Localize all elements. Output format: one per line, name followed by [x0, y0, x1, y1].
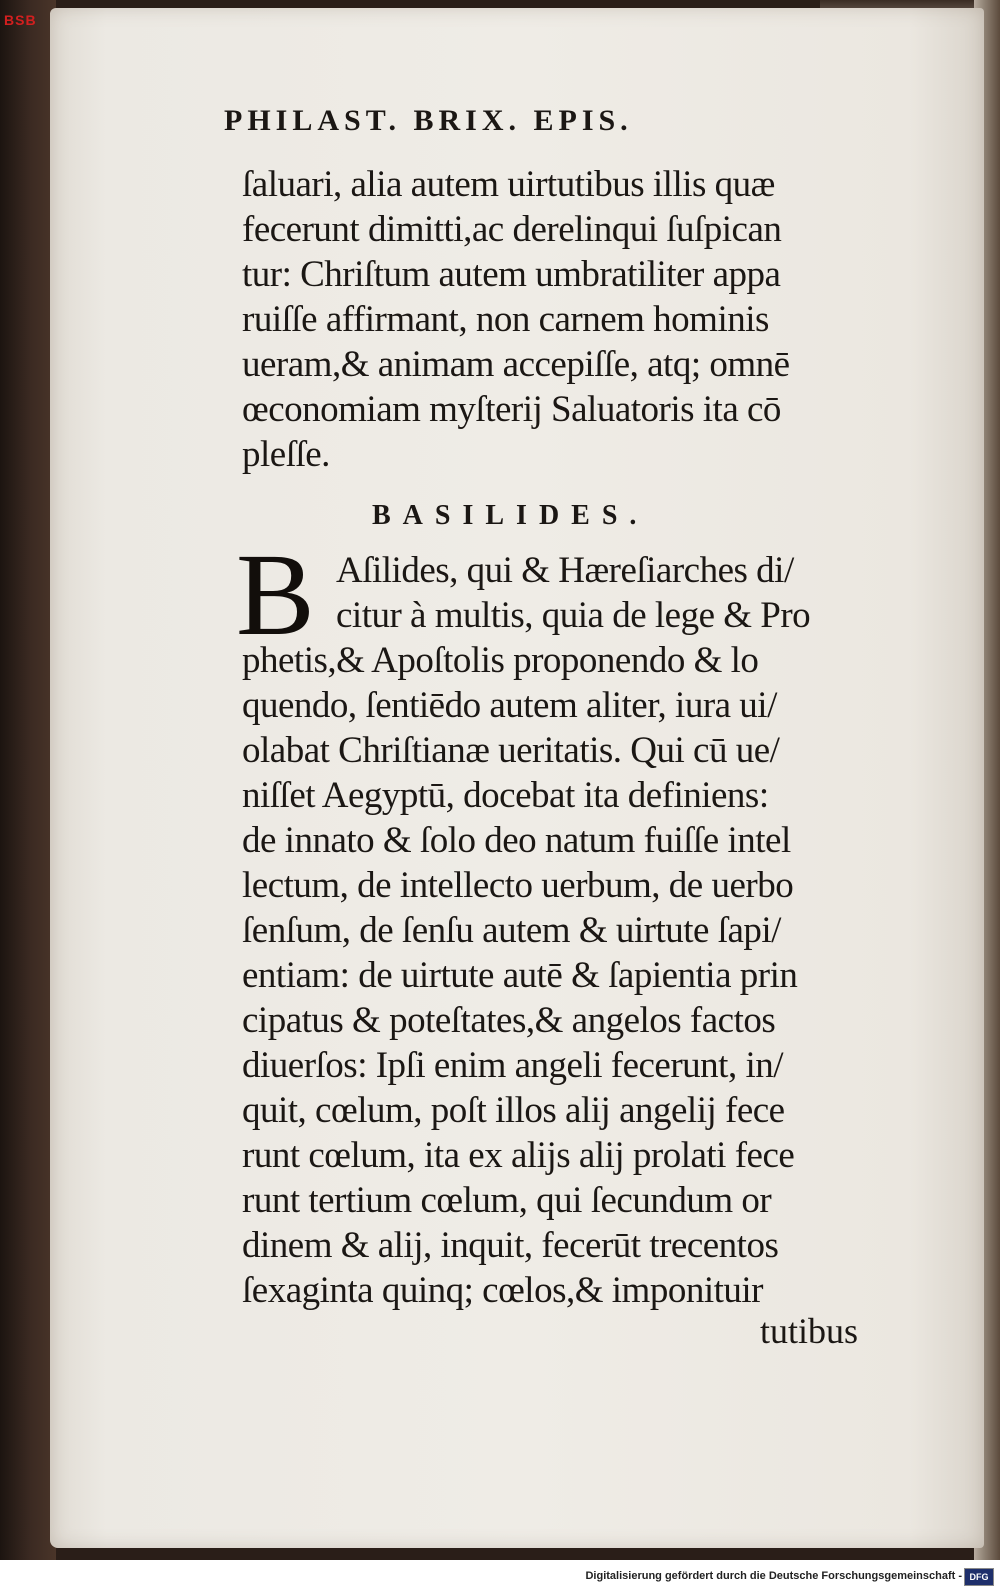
- text-line: ſexaginta quinq; cœlos,& imponituir: [242, 1270, 763, 1311]
- text-line: runt cœlum, ita ex alijs alij prolati fece: [242, 1135, 795, 1176]
- text-line: œconomiam myſterij Saluatoris ita cō: [242, 389, 781, 430]
- paragraph-2: [190, 548, 850, 1313]
- drop-cap-initial: B: [236, 529, 315, 660]
- text-line: diuerſos: Ipſi enim angeli fecerunt, in/: [242, 1045, 783, 1086]
- text-line: Aſilides, qui & Hæreſiarches di/: [336, 550, 794, 591]
- footer-bar: [0, 1560, 1000, 1596]
- text-line: fecerunt dimitti,ac derelinqui ſuſpican: [242, 209, 782, 250]
- text-line: ſenſum, de ſenſu autem & uirtute ſapi/: [242, 910, 781, 951]
- text-line: cipatus & poteſtates,& angelos factos: [242, 1000, 776, 1041]
- text-line: lectum, de intellecto uerbum, de uerbo: [242, 865, 794, 906]
- catchword: tutibus: [760, 1311, 859, 1351]
- section-heading: BASILIDES.: [372, 500, 649, 531]
- dfg-logo: DFG: [964, 1568, 994, 1586]
- paragraph-1: [190, 162, 850, 477]
- text-line: niſſet Aegyptū, docebat ita definiens:: [242, 775, 769, 816]
- bsb-watermark: BSB: [4, 12, 37, 28]
- text-line: phetis,& Apoſtolis proponendo & lo: [242, 640, 759, 681]
- funding-credit: Digitalisierung gefördert durch die Deutsche Forschungsgemeinschaft -: [585, 1570, 962, 1582]
- text-line: de innato & ſolo deo natum fuiſſe intel: [242, 820, 791, 861]
- running-head: PHILAST. BRIX. EPIS.: [224, 104, 633, 137]
- text-line: dinem & alij, inquit, fecerūt trecentos: [242, 1225, 779, 1266]
- text-line: entiam: de uirtute autē & ſapientia prin: [242, 955, 798, 996]
- text-line: olabat Chriſtianæ ueritatis. Qui cū ue/: [242, 730, 780, 771]
- text-line: tur: Chriſtum autem umbratiliter appa: [242, 254, 781, 295]
- book-binding-edge: [0, 0, 56, 1560]
- text-line: ruiſſe affirmant, non carnem hominis: [242, 299, 769, 340]
- text-line: quendo, ſentiēdo autem aliter, iura ui/: [242, 685, 777, 726]
- text-line: quit, cœlum, poſt illos alij angelij fece: [242, 1090, 785, 1131]
- text-line: ſaluari, alia autem uirtutibus illis quæ: [242, 164, 775, 205]
- text-line: citur à multis, quia de lege & Pro: [336, 595, 811, 636]
- text-line: pleſſe.: [242, 434, 330, 475]
- text-line: ueram,& animam accepiſſe, atq; omnē: [242, 344, 790, 385]
- text-line: runt tertium cœlum, qui ſecundum or: [242, 1180, 772, 1221]
